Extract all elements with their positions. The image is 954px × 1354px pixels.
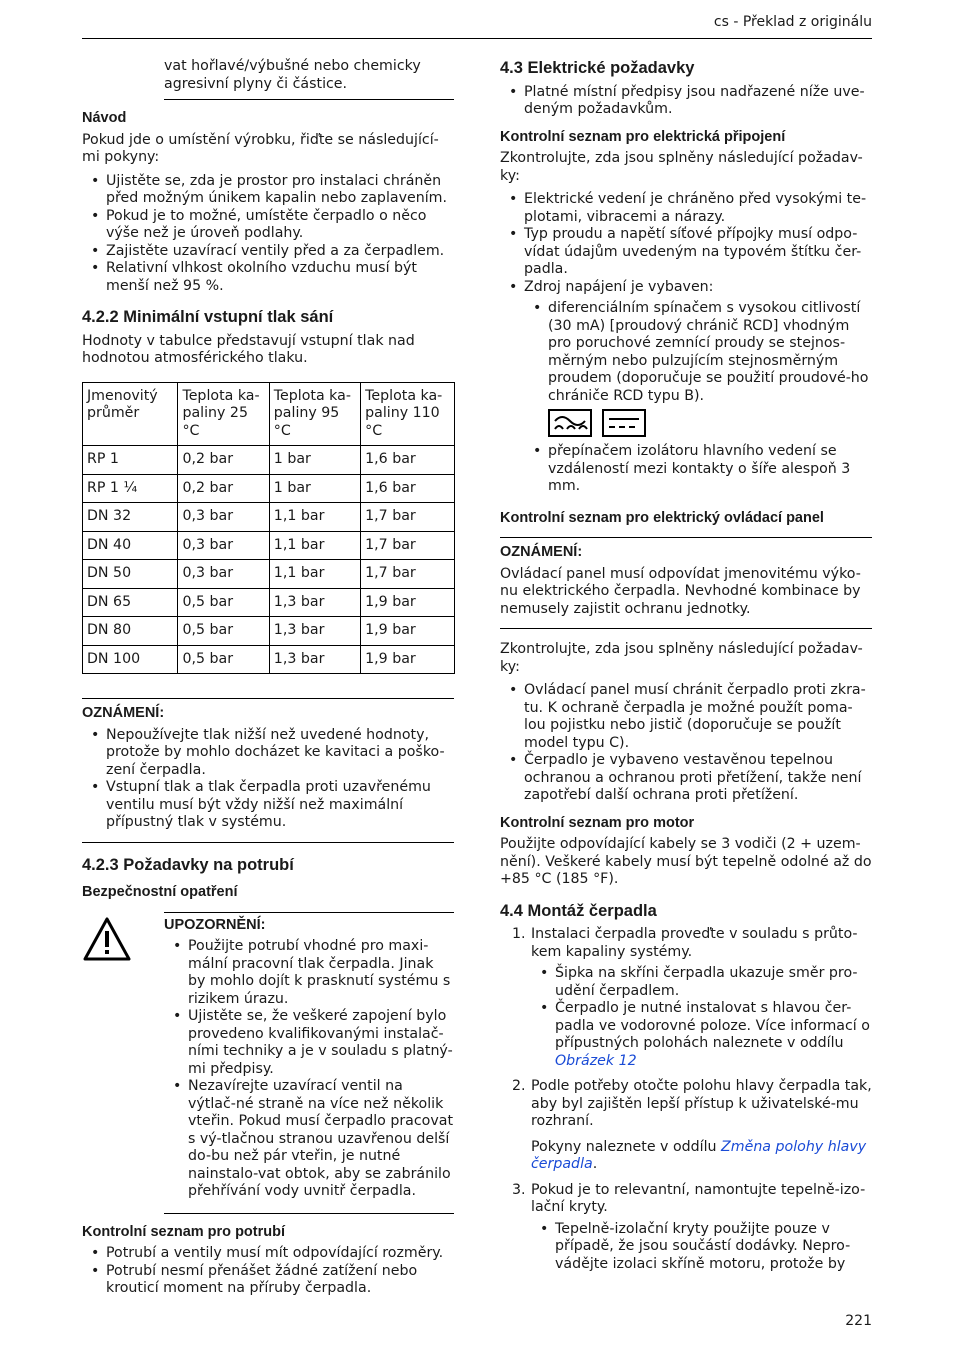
section-title-4-3: 4.3 Elektrické požadavky xyxy=(500,59,695,77)
table-cell: DN 100 xyxy=(83,645,178,674)
step-text: Instalaci čerpadla proveďte v souladu s průto-kem kapaliny systémy. xyxy=(531,926,858,960)
table-cell: 0,3 bar xyxy=(178,503,269,532)
table-row xyxy=(83,531,455,560)
change-head-position-link[interactable]: Změna polohy hlavy čerpadla xyxy=(531,1138,867,1172)
panel-intro: Zkontrolujte, zda jsou splněny následující požadav-ky: xyxy=(500,641,863,675)
section-title-4-2-3: 4.2.3 Požadavky na potrubí xyxy=(82,855,294,874)
table-cell: DN 80 xyxy=(83,617,178,646)
warning-block xyxy=(82,912,454,1214)
inlet-pressure-table xyxy=(82,382,455,675)
section-intro: Hodnoty v tabulce představují vstupní tlak nad hodnotou atmosférického tlaku. xyxy=(82,332,415,366)
table-row xyxy=(83,474,455,503)
table-cell: DN 32 xyxy=(83,503,178,532)
step-note: Pokyny naleznete v oddílu Změna polohy hlavy čerpadla. xyxy=(531,1138,867,1172)
table-cell: RP 1 ¼ xyxy=(83,474,178,503)
header-rule xyxy=(82,38,872,39)
step-sublist xyxy=(531,1221,872,1274)
step-item xyxy=(512,1181,872,1274)
piping-checklist-title: Kontrolní seznam pro potrubí xyxy=(82,1223,285,1240)
list-item xyxy=(555,1000,872,1070)
table-cell: DN 50 xyxy=(83,560,178,589)
table-cell: 1,1 bar xyxy=(269,503,360,532)
connections-list xyxy=(500,191,872,496)
list-item: • Vstupní tlak a tlak čerpadla proti uzavřenému ventilu musí být vždy nižší než maximální přípustný tlak v systému. xyxy=(106,779,454,832)
step-number: 2. xyxy=(512,1078,526,1094)
section-title-4-4: 4.4 Montáž čerpadla xyxy=(500,901,657,920)
table-header-cell: Jmenovitý průměr xyxy=(83,382,178,446)
notice-text: Ovládací panel musí odpovídat jmenovitému výko-nu elektrického čerpadla. Nevhodné kombinace by nemusely zajistit ochranu jednotky. xyxy=(500,565,861,617)
table-cell: 0,5 bar xyxy=(178,588,269,617)
table-cell: 1,6 bar xyxy=(361,446,455,475)
table-cell: 0,3 bar xyxy=(178,560,269,589)
warning-triangle-icon xyxy=(82,916,132,962)
table-header-cell: Teplota ka-paliny 95 °C xyxy=(269,382,360,446)
list-item: • Elektrické vedení je chráněno před vysokými te-plotami, vibracemi a nárazy. xyxy=(524,191,872,226)
figure-12-link[interactable]: Obrázek 12 xyxy=(555,1052,637,1069)
piping-checklist xyxy=(82,1245,454,1298)
list-item: • Nezavírejte uzavírací ventil na výtlač-né straně na více než několik vteřin. Pokud musí čerpadlo pracovat s vý-tlačnou stranou uzavřenou delší do-bu než pár vteřin, je nutné nainstalo-vat obtok, aby se zabránilo přehřívání vody uvnitř čerpadla. xyxy=(188,1078,454,1201)
panel-list xyxy=(500,682,872,805)
table-row xyxy=(83,588,455,617)
list-item: • Potrubí nesmí přenášet žádné zatížení nebo krouticí moment na příruby čerpadla. xyxy=(106,1263,454,1298)
table-row xyxy=(83,503,455,532)
motor-text: Použijte odpovídající kabely se 3 vodiči (2 + uzem-nění). Veškeré kabely musí být tepelně odolné až do +85 °C (185 °F). xyxy=(500,836,872,887)
connections-intro: Zkontrolujte, zda jsou splněny následující požadav-ky: xyxy=(500,150,863,184)
table-row xyxy=(83,617,455,646)
table-cell: DN 65 xyxy=(83,588,178,617)
warning-box xyxy=(164,912,454,1214)
notice-title: OZNÁMENÍ: xyxy=(82,705,165,721)
step-sublist xyxy=(531,965,872,1070)
table-header-cell: Teplota ka-paliny 25 °C xyxy=(178,382,269,446)
step-text: Podle potřeby otočte polohu hlavy čerpadla tak, aby byl zajištěn lepší přístup k uživatelské-mu rozhraní. xyxy=(531,1078,872,1129)
table-row xyxy=(83,446,455,475)
list-item-text: diferenciálním spínačem s vysokou citlivostí (30 mA) [proudový chránič RCD] vhodným pro poruchové zemnící proudy se stejnos-měrným nebo pulzujícím stejnosměrným proudem (doporučuje se použití proudové-ho chrániče RCD typu B). xyxy=(548,300,869,404)
list-item-text: Zdroj napájení je vybaven: xyxy=(524,278,714,295)
table-cell: 0,5 bar xyxy=(178,645,269,674)
list-item: • Použijte potrubí vhodné pro maxi-mální pracovní tlak čerpadla. Jinak by mohlo dojít k prasknutí systému s rizikem úrazu. xyxy=(188,938,454,1008)
power-supply-sublist xyxy=(524,300,872,496)
safety-title: Bezpečnostní opatření xyxy=(82,884,238,900)
table-cell: 1 bar xyxy=(269,474,360,503)
notice-title: OZNÁMENÍ: xyxy=(500,544,583,560)
list-item: • Ovládací panel musí chránit čerpadlo proti zkra-tu. K ochraně čerpadla je možné použít poma-lou pojistku nebo jistič (doporučuje se použít model typu C). xyxy=(524,682,872,752)
motor-checklist-title: Kontrolní seznam pro motor xyxy=(500,814,695,831)
page-number: 221 xyxy=(845,1313,872,1329)
list-item: • Relativní vlhkost okolního vzduchu musí být menší než 95 %. xyxy=(106,260,454,295)
list-item: • Tepelně-izolační kryty použijte pouze v případě, že jsou součástí dodávky. Nepro-vádějte izolaci skříně motoru, protože by xyxy=(555,1221,872,1274)
right-column xyxy=(500,58,872,1281)
connections-checklist-title: Kontrolní seznam pro elektrická připojení xyxy=(500,128,786,145)
notice-list xyxy=(82,727,454,832)
warning-title: UPOZORNĚNÍ: xyxy=(164,916,266,933)
list-item xyxy=(524,279,872,496)
table-header-row xyxy=(83,382,455,446)
list-item: • Pokud je to možné, umístěte čerpadlo o něco výše než je úroveň podlahy. xyxy=(106,208,454,243)
table-cell: 1,1 bar xyxy=(269,531,360,560)
ac-pulsating-symbol-icon xyxy=(548,409,592,437)
table-cell: 1,7 bar xyxy=(361,503,455,532)
table-cell: 0,5 bar xyxy=(178,617,269,646)
list-item: • Typ proudu a napětí síťové přípojky musí odpo-vídat údajům uvedeným na typovém štítku čer-padla. xyxy=(524,226,872,279)
table-cell: 1,1 bar xyxy=(269,560,360,589)
navod-list xyxy=(82,173,454,296)
table-header-cell: Teplota ka-paliny 110 °C xyxy=(361,382,455,446)
notice-box xyxy=(82,698,454,843)
table-cell: 0,2 bar xyxy=(178,474,269,503)
dc-symbol-icon xyxy=(602,409,646,437)
list-item: • Potrubí a ventily musí mít odpovídající rozměry. xyxy=(106,1245,454,1263)
panel-checklist-title: Kontrolní seznam pro elektrický ovládací panel xyxy=(500,509,824,526)
table-cell: 1,3 bar xyxy=(269,645,360,674)
table-cell: 1,9 bar xyxy=(361,645,455,674)
table-cell: DN 40 xyxy=(83,531,178,560)
step-item xyxy=(512,1078,872,1174)
navod-title: Návod xyxy=(82,110,127,126)
list-item: • Platné místní předpisy jsou nadřazené níže uve-deným požadavkům. xyxy=(524,84,872,119)
table-cell: 1,6 bar xyxy=(361,474,455,503)
table-cell: 0,2 bar xyxy=(178,446,269,475)
running-header: cs - Překlad z originálu xyxy=(713,14,872,30)
list-item: • Zajistěte uzavírací ventily před a za čerpadlem. xyxy=(106,243,454,261)
table-cell: 1 bar xyxy=(269,446,360,475)
step-item xyxy=(512,926,872,1070)
table-cell: 0,3 bar xyxy=(178,531,269,560)
step-note-text: Pokyny naleznete v oddílu xyxy=(531,1138,717,1155)
continuation-text: vat hořlavé/výbušné nebo chemicky agresivní plyny či částice. xyxy=(164,58,454,100)
panel-notice-box xyxy=(500,537,872,629)
electrical-list xyxy=(500,84,872,119)
table-cell: 1,7 bar xyxy=(361,560,455,589)
left-column xyxy=(82,58,454,1304)
table-row xyxy=(83,645,455,674)
list-item: • Ujistěte se, že veškeré zapojení bylo provedeno kvalifikovanými instalač-ními techniky a je v souladu s platný-mi předpisy. xyxy=(188,1008,454,1078)
table-cell: 1,3 bar xyxy=(269,588,360,617)
navod-intro: Pokud jde o umístění výrobku, řiďte se následující-mi pokyny: xyxy=(82,131,439,165)
table-cell: 1,9 bar xyxy=(361,617,455,646)
step-text: Pokud je to relevantní, namontujte tepelně-izo-lační kryty. xyxy=(531,1181,866,1215)
mounting-steps xyxy=(500,926,872,1273)
list-item-text: Čerpadlo je nutné instalovat s hlavou čer-padla ve vodorovné poloze. Více informací o přípustných polohách naleznete v oddílu xyxy=(555,1000,870,1051)
step-number: 1. xyxy=(512,926,526,942)
list-item: • přepínačem izolátoru hlavního vedení se vzdáleností mezi kontakty o šíře alespoň 3 mm. xyxy=(548,443,872,496)
list-item xyxy=(548,300,872,437)
table-cell: RP 1 xyxy=(83,446,178,475)
warning-list xyxy=(164,938,454,1201)
table-cell: 1,7 bar xyxy=(361,531,455,560)
list-item: • Čerpadlo je vybaveno vestavěnou tepelnou ochranou a ochranou proti přetížení, takže není zapotřebí další ochrana proti přetížení. xyxy=(524,752,872,805)
step-number: 3. xyxy=(512,1181,526,1198)
table-cell: 1,9 bar xyxy=(361,588,455,617)
list-item: • Ujistěte se, zda je prostor pro instalaci chráněn před možným únikem kapalin nebo zaplavením. xyxy=(106,173,454,208)
section-title-4-2-2: 4.2.2 Minimální vstupní tlak sání xyxy=(82,308,334,326)
list-item: • Nepoužívejte tlak nižší než uvedené hodnoty, protože by mohlo docházet ke kavitaci a poško-zení čerpadla. xyxy=(106,727,454,780)
table-row xyxy=(83,560,455,589)
table-cell: 1,3 bar xyxy=(269,617,360,646)
rcd-symbols xyxy=(548,409,872,437)
list-item: • Šipka na skříni čerpadla ukazuje směr pro-udění čerpadlem. xyxy=(555,965,872,1000)
